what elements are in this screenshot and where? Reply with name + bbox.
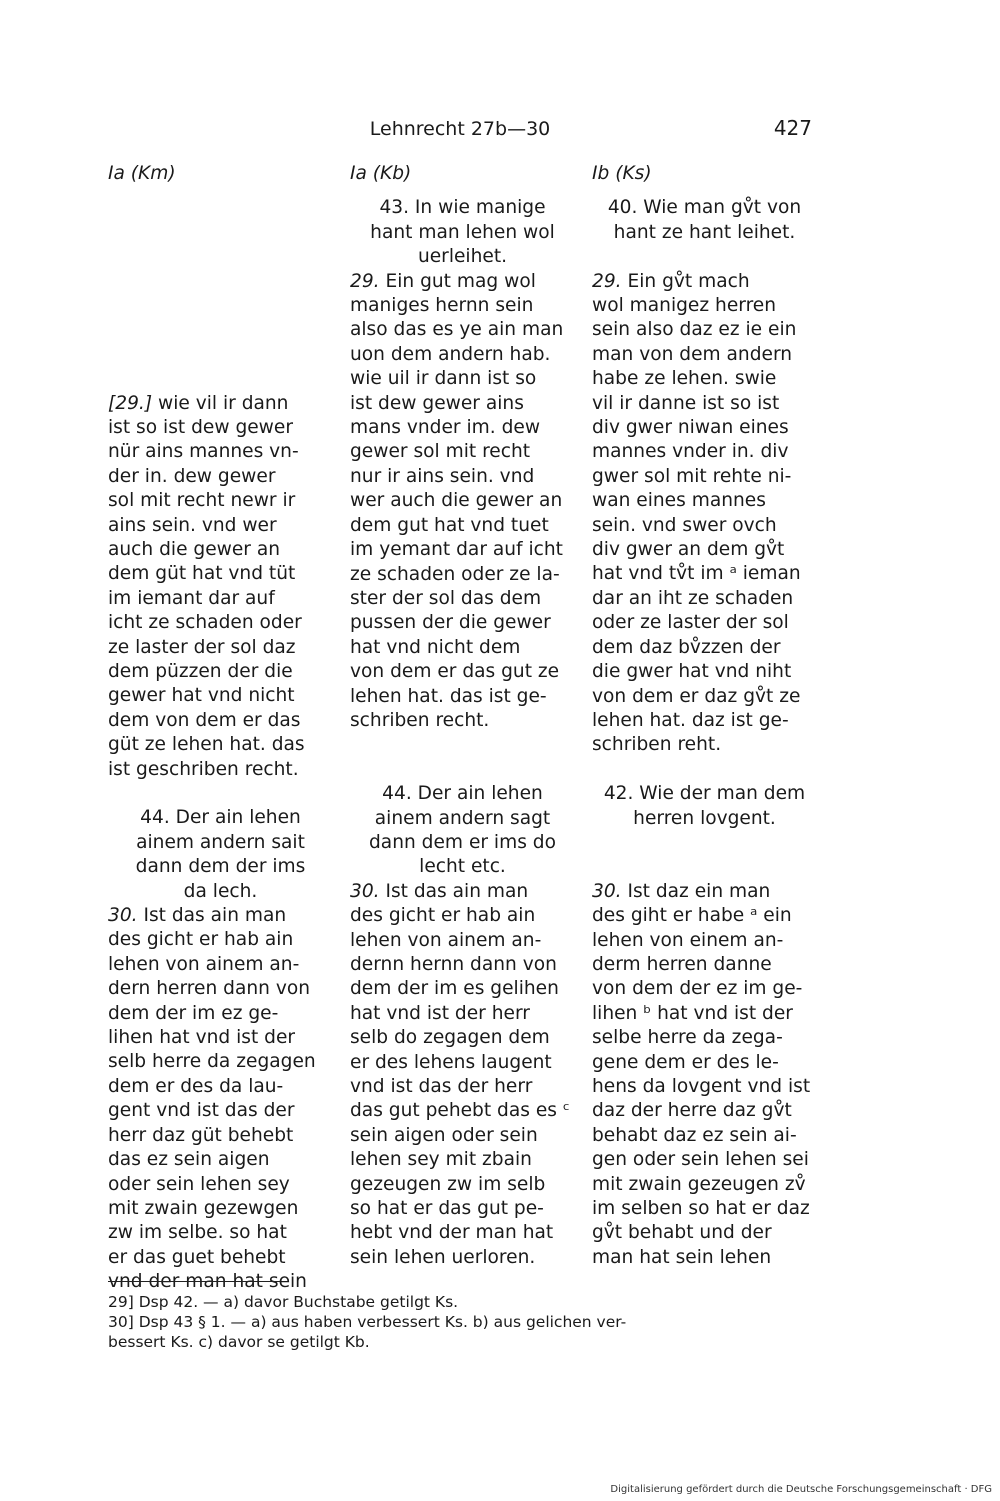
- section-heading: hant ze hant leihet.: [613, 221, 796, 243]
- text-line: dem güt hat vnd tüt: [108, 563, 296, 585]
- blank-line: [108, 221, 333, 245]
- text-line: gen oder sein lehen sei: [592, 1149, 809, 1171]
- text-line: 30. Ist das ain man: [108, 905, 287, 927]
- text-line: nur ir ains sein. vnd: [350, 465, 535, 487]
- text-line: dem von dem er das: [108, 709, 301, 731]
- blank-line: [592, 245, 817, 269]
- footnote-line: bessert Ks. c) davor se getilgt Kb.: [108, 1333, 370, 1351]
- text-line: lihen hat vnd ist der: [108, 1027, 296, 1049]
- text-line: lehen hat. daz ist ge-: [592, 709, 789, 731]
- text-line: der in. dew gewer: [108, 465, 276, 487]
- text-line: vil ir danne ist so ist: [592, 392, 780, 414]
- blank-line: [592, 831, 817, 855]
- column-km: [108, 162, 333, 1295]
- text-line: ist so ist dew gewer: [108, 416, 293, 438]
- blank-line: [108, 245, 333, 269]
- blank-line: [592, 855, 817, 879]
- text-line: 29. Ein gut mag wol: [350, 270, 536, 292]
- text-line: lehen hat. das ist ge-: [350, 685, 547, 707]
- text-line: pussen der die gewer: [350, 612, 551, 634]
- text-line: die gwer hat vnd niht: [592, 661, 792, 683]
- text-line: mans vnder im. dew: [350, 417, 541, 439]
- text-line: dem er des da lau-: [108, 1075, 284, 1097]
- text-line: [29.] wie vil ir dann: [108, 392, 289, 414]
- text-line: lihen ᵇ hat vnd ist der: [592, 1002, 793, 1024]
- text-line: ains sein. vnd wer: [108, 514, 277, 536]
- text-line: er das guet behebt: [108, 1246, 286, 1268]
- text-line: ster der sol das dem: [350, 587, 542, 609]
- text-line: zw im selbe. so hat: [108, 1222, 287, 1244]
- text-line: im iemant dar auf: [108, 587, 275, 609]
- text-line: sein lehen uerloren.: [350, 1246, 536, 1268]
- text-line: oder sein lehen sey: [108, 1173, 290, 1195]
- column-siglum: Ia (Kb): [350, 163, 412, 184]
- text-line: güt ze lehen hat. das: [108, 734, 305, 756]
- footnotes: [108, 1292, 818, 1352]
- text-line: lehen von einem an-: [592, 929, 784, 951]
- text-line: des gicht er hab ain: [108, 929, 294, 951]
- column-ks: [592, 162, 817, 1270]
- text-line: habe ze lehen. swie: [592, 368, 777, 390]
- text-line: lehen von ainem an-: [108, 953, 300, 975]
- text-line: das gut pehebt das es ᶜ: [350, 1100, 570, 1122]
- text-line: wan eines mannes: [592, 490, 766, 512]
- text-line: gewer hat vnd nicht: [108, 685, 295, 707]
- section-heading: herren lovgent.: [633, 807, 776, 829]
- section-heading: dann dem der ims: [135, 856, 306, 878]
- text-line: gwer sol mit rehte ni-: [592, 465, 792, 487]
- text-line: selb do zegagen dem: [350, 1027, 550, 1049]
- text-line: von dem der ez im ge-: [592, 978, 803, 1000]
- dfg-credit: Digitalisierung gefördert durch die Deutsche Forschungsgemeinschaft · DFG: [610, 1484, 992, 1495]
- text-line: im yemant dar auf icht: [350, 539, 563, 561]
- section-heading: uerleihet.: [417, 246, 508, 268]
- text-line: sein. vnd swer ovch: [592, 514, 777, 536]
- column-siglum: Ib (Ks): [592, 163, 652, 184]
- text-line: gv̊t behabt und der: [592, 1222, 772, 1244]
- section-heading: da lech.: [183, 880, 258, 902]
- text-line: maniges hernn sein: [350, 295, 534, 317]
- text-line: 29. Ein gv̊t mach: [592, 270, 750, 292]
- text-line: sein also daz ez ie ein: [592, 319, 797, 341]
- text-line: vnd ist das der herr: [350, 1076, 533, 1097]
- text-line: dernn hernn dann von: [350, 953, 557, 975]
- blank-line: [108, 367, 333, 391]
- blank-line: [592, 758, 817, 782]
- section-heading: 43. In wie manige: [379, 197, 546, 219]
- text-line: also das es ye ain man: [350, 319, 564, 341]
- text-line: mit zwain gezewgen: [108, 1197, 299, 1219]
- text-line: icht ze schaden oder: [108, 612, 302, 634]
- text-line: des giht er habe ᵃ ein: [592, 905, 792, 927]
- text-line: dern herren dann von: [108, 978, 311, 1000]
- text-line: schriben recht.: [350, 709, 490, 731]
- text-line: derm herren danne: [592, 953, 772, 975]
- text-line: des gicht er hab ain: [350, 905, 536, 927]
- text-line: hens da lovgent vnd ist: [592, 1075, 811, 1097]
- text-line: wol manigez herren: [592, 295, 777, 317]
- blank-line: [108, 270, 333, 294]
- text-line: hat vnd ist der herr: [350, 1002, 530, 1024]
- column-siglum: Ia (Km): [108, 163, 176, 184]
- blank-line: [108, 196, 333, 220]
- section-heading: 42. Wie der man dem: [603, 783, 806, 805]
- text-line: von dem er daz gv̊t ze: [592, 685, 801, 707]
- footnote-line: 30] Dsp 43 § 1. — a) aus haben verbessert Ks. b) aus gelichen ver-: [108, 1313, 627, 1331]
- text-line: mit zwain gezeugen zv̊: [592, 1173, 806, 1195]
- text-line: hebt vnd der man hat: [350, 1222, 554, 1244]
- footnote-line: 29] Dsp 42. — a) davor Buchstabe getilgt Ks.: [108, 1293, 459, 1311]
- text-line: vnd der man hat sein: [108, 1271, 307, 1293]
- text-line: das ez sein aigen: [108, 1149, 270, 1171]
- section-heading: dann dem er ims do: [369, 831, 556, 853]
- text-line: man von dem andern: [592, 343, 793, 365]
- blank-line: [350, 733, 575, 757]
- text-line: dem gut hat vnd tuet: [350, 514, 549, 536]
- section-heading: 44. Der ain lehen: [382, 783, 543, 805]
- blank-line: [108, 343, 333, 367]
- text-line: wer auch die gewer an: [350, 490, 563, 512]
- text-line: man hat sein lehen: [592, 1246, 772, 1268]
- blank-line: [350, 758, 575, 782]
- text-line: hat vnd nicht dem: [350, 636, 521, 658]
- text-line: selb herre da zegagen: [108, 1051, 316, 1073]
- text-line: so hat er das gut pe-: [350, 1198, 544, 1220]
- text-line: dem püzzen der die: [108, 661, 293, 682]
- text-line: sein aigen oder sein: [350, 1124, 538, 1146]
- text-line: gent vnd ist das der: [108, 1100, 295, 1122]
- text-line: div gwer niwan eines: [592, 417, 789, 439]
- blank-line: [108, 294, 333, 318]
- text-line: dem der im es gelihen: [350, 978, 559, 1000]
- text-line: lehen von ainem an-: [350, 929, 542, 951]
- section-heading: lecht etc.: [419, 856, 506, 878]
- page-number: 427: [773, 116, 812, 140]
- text-line: ist dew gewer ains: [350, 392, 524, 414]
- text-line: ist geschriben recht.: [108, 758, 299, 780]
- text-line: uon dem andern hab.: [350, 343, 551, 365]
- text-line: dem daz bv̊zzen der: [592, 636, 781, 658]
- section-heading: 40. Wie man gv̊t von: [607, 197, 802, 219]
- text-line: oder ze laster der sol: [592, 612, 789, 634]
- text-line: er des lehens laugent: [350, 1051, 552, 1073]
- text-line: gene dem er des le-: [592, 1051, 779, 1073]
- text-line: dem der im ez ge-: [108, 1002, 279, 1024]
- text-line: im selben so hat er daz: [592, 1198, 810, 1219]
- text-line: 30. Ist daz ein man: [592, 880, 771, 902]
- text-line: ze schaden oder ze la-: [350, 563, 560, 585]
- section-heading: hant man lehen wol: [370, 221, 555, 243]
- text-line: 30. Ist das ain man: [350, 880, 529, 902]
- section-heading: ainem andern sagt: [374, 807, 551, 829]
- text-line: von dem er das gut ze: [350, 661, 560, 683]
- text-line: ze laster der sol daz: [108, 636, 296, 658]
- text-line: selbe herre da zega-: [592, 1027, 783, 1049]
- section-heading: ainem andern sait: [136, 831, 305, 853]
- text-line: nür ains mannes vn-: [108, 441, 299, 463]
- text-line: dar an iht ze schaden: [592, 587, 794, 609]
- text-line: sol mit recht newr ir: [108, 490, 296, 512]
- text-line: gezeugen zw im selb: [350, 1173, 546, 1195]
- section-heading: 44. Der ain lehen: [140, 807, 301, 829]
- column-kb: [350, 162, 575, 1270]
- text-line: daz der herre daz gv̊t: [592, 1100, 792, 1122]
- blank-line: [108, 318, 333, 342]
- text-line: lehen sey mit zbain: [350, 1149, 532, 1171]
- text-line: hat vnd tv̊t im ᵃ ieman: [592, 563, 801, 585]
- blank-line: [108, 782, 333, 806]
- running-title: Lehnrecht 27b—30: [369, 118, 551, 140]
- text-line: wie uil ir dann ist so: [350, 368, 537, 390]
- text-line: auch die gewer an: [108, 538, 281, 560]
- text-line: schriben reht.: [592, 734, 722, 756]
- footnote-rule: [108, 1281, 280, 1282]
- text-line: div gwer an dem gv̊t: [592, 539, 785, 561]
- text-line: mannes vnder in. div: [592, 441, 789, 463]
- text-line: herr daz güt behebt: [108, 1124, 294, 1146]
- text-line: gewer sol mit recht: [350, 441, 531, 463]
- text-line: behabt daz ez sein ai-: [592, 1124, 797, 1146]
